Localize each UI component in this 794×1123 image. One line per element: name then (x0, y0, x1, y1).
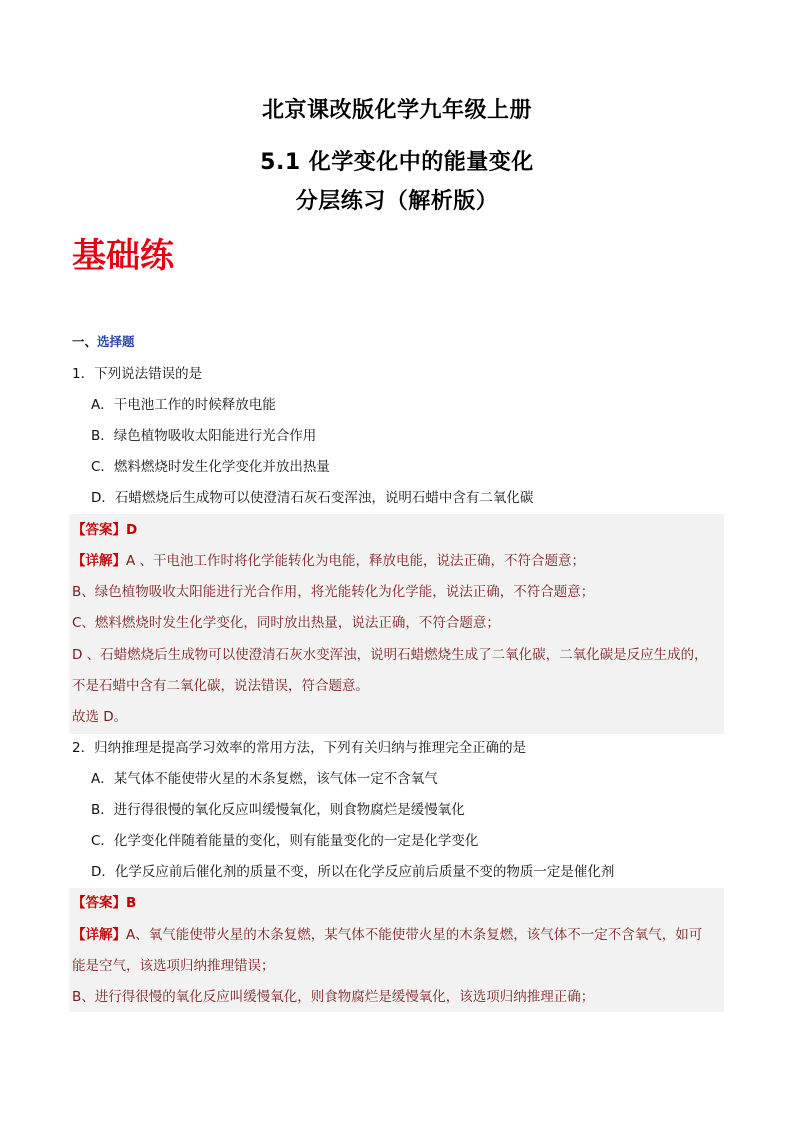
question-2-option-a: A．某气体不能使带火星的木条复燃，该气体一定不含氧气 (91, 771, 438, 787)
question-2-option-b: B．进行得很慢的氧化反应叫缓慢氧化，则食物腐烂是缓慢氧化 (91, 802, 465, 818)
explain-label: 【详解】 (72, 553, 126, 569)
part-label: 选择题 (97, 334, 135, 349)
part-prefix: 一、 (72, 334, 98, 349)
question-2-answer (72, 893, 136, 913)
question-1-answer (72, 520, 137, 540)
question-1-stem: 1．下列说法错误的是 (72, 366, 203, 382)
document-title: 北京课改版化学九年级上册 (261, 98, 532, 123)
answer-label: 【答案】 (72, 522, 126, 538)
question-1-option-a: A．干电池工作的时候释放电能 (91, 397, 276, 413)
question-1-explain-line: D 、石蜡燃烧后生成物可以使澄清石灰水变浑浊，说明石蜡燃烧生成了二氧化碳，二氧化碳是反应生成的， (72, 647, 708, 663)
question-1-option-d: D．石蜡燃烧后生成物可以使澄清石灰石变浑浊，说明石蜡中含有二氧化碳 (91, 490, 534, 506)
part-heading (72, 333, 135, 351)
explain-text: A 、干电池工作时将化学能转化为电能，释放电能，说法正确，不符合题意； (126, 553, 586, 569)
question-2-explain-line: B、进行得很慢的氧化反应叫缓慢氧化，则食物腐烂是缓慢氧化，该选项归纳推理正确； (72, 989, 595, 1005)
question-1-conclusion: 故选 D。 (72, 709, 128, 725)
question-2-explain-line (72, 925, 702, 945)
question-1-explain-line: 不是石蜡中含有二氧化碳，说法错误，符合题意。 (72, 678, 369, 694)
lesson-title: 5.1 化学变化中的能量变化 (260, 150, 534, 175)
question-2-stem: 2．归纳推理是提高学习效率的常用方法，下列有关归纳与推理完全正确的是 (72, 740, 527, 756)
document-subtitle: 分层练习（解析版） (295, 189, 499, 214)
question-2-explain-line: 能是空气，该选项归纳推理错误； (72, 958, 275, 974)
question-1-explain-line: B、绿色植物吸收太阳能进行光合作用，将光能转化为化学能，说法正确，不符合题意； (72, 584, 595, 600)
explain-text: A、氧气能使带火星的木条复燃，某气体不能使带火星的木条复燃，该气体不一定不含氧气，如可 (126, 927, 703, 943)
question-2-option-c: C．化学变化伴随着能量的变化，则有能量变化的一定是化学变化 (91, 833, 479, 849)
question-1-explain-line (72, 551, 585, 571)
question-1-option-b: B．绿色植物吸收太阳能进行光合作用 (91, 428, 317, 444)
section-title: 基础练 (72, 236, 174, 276)
explain-label: 【详解】 (72, 927, 126, 943)
answer-value: B (126, 895, 137, 911)
question-1-explain-line: C、燃料燃烧时发生化学变化，同时放出热量，说法正确，不符合题意； (72, 615, 500, 631)
question-1-option-c: C．燃料燃烧时发生化学变化并放出热量 (91, 459, 330, 475)
answer-value: D (126, 522, 138, 538)
question-2-option-d: D．化学反应前后催化剂的质量不变，所以在化学反应前后质量不变的物质一定是催化剂 (91, 864, 615, 880)
answer-label: 【答案】 (72, 895, 126, 911)
